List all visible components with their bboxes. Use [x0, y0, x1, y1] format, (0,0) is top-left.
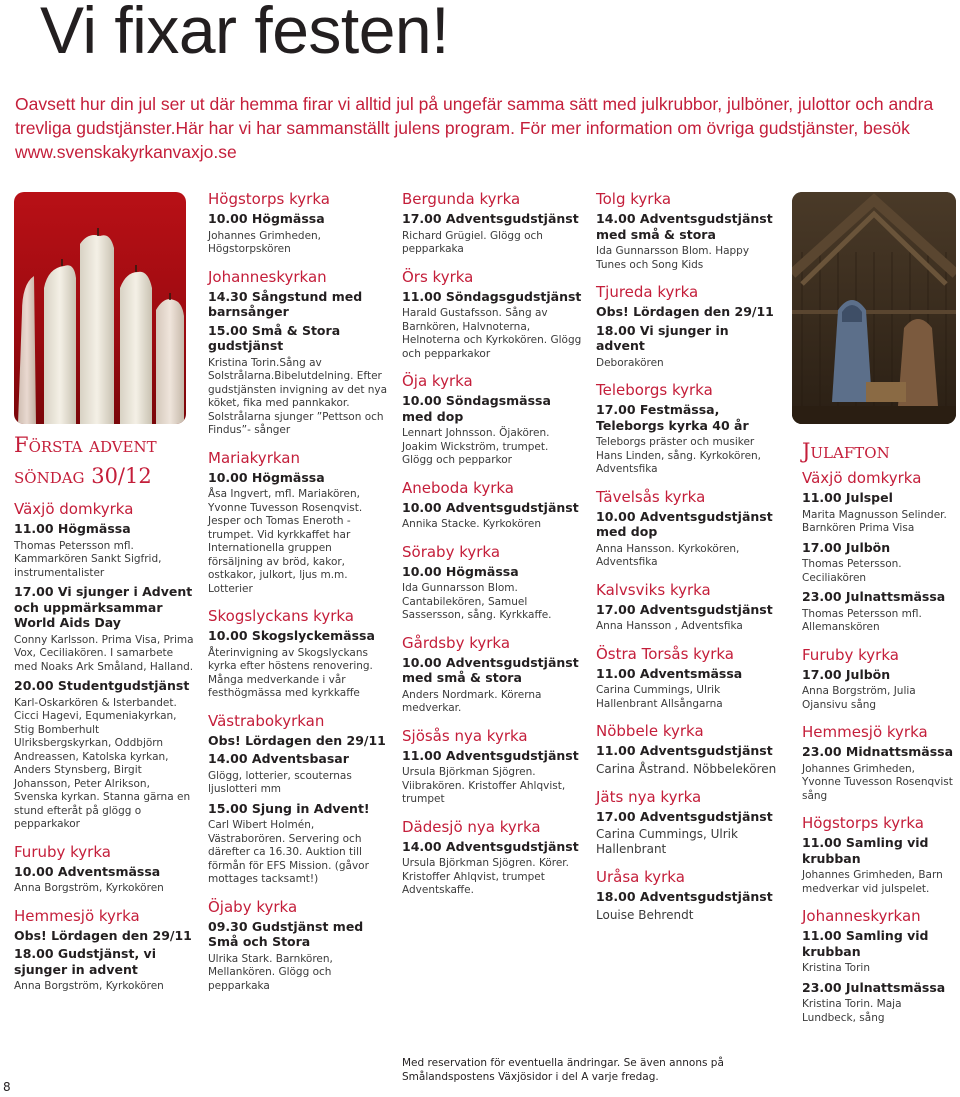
church-name: Gårdsby kyrka: [402, 633, 511, 652]
service-note: Carina Åstrand. Nöbbelekören: [596, 761, 777, 776]
service-note: Anna Borgström, Kyrkokören: [14, 980, 164, 992]
service-note: Richard Grügiel. Glögg och pepparkaka: [402, 229, 543, 255]
church-name: Dädesjö nya kyrka: [402, 817, 541, 836]
service-note: Kristina Torin.Sång av Solstrålarna.Bibelutdelning. Efter gudstjänsten invigning av det nya köket, fika med pannkakor. Solstrålarna sjunger ”Pettson och Findus”- sånger: [208, 356, 388, 436]
church-name: Västrabokyrkan: [208, 711, 325, 730]
col5-blocks: [802, 469, 957, 1025]
service-note: Carina Cummings, Ulrik Hallenbrant Allsångarna: [596, 684, 723, 710]
service-time-title: Obs! Lördagen den 29/11: [14, 927, 192, 943]
column-4: [596, 190, 781, 927]
church-name: Johanneskyrkan: [208, 267, 327, 286]
service-time-title: 11.00 Adventsmässa: [596, 665, 743, 681]
service-note: Harald Gustafsson. Sång av Barnkören, Halvnoterna, Helnoterna och Kyrkokören. Glögg och pepparkakor: [402, 307, 582, 360]
service-time-title: 17.00 Vi sjunger i Advent och uppmärksammar World Aids Day: [14, 584, 193, 630]
church-name: Furuby kyrka: [14, 842, 111, 861]
col2-blocks: [208, 190, 388, 993]
service-note: Åsa Ingvert, mfl. Mariakören, Yvonne Tuvesson Rosenqvist. Jesper och Tomas Eneroth - trumpet. Vid kyrkkaffet har Internationella gruppen försäljning av bröd, kakor, ostkakor, julkort, ljus m.m. Lotterier: [208, 488, 363, 595]
church-name: Bergunda kyrka: [402, 190, 521, 208]
service-time-title: 11.00 Adventsgudstjänst: [596, 743, 773, 758]
column-christmas-eve: [802, 436, 957, 1029]
church-name: Hemmesjö kyrka: [802, 723, 928, 741]
service-note: Glögg, lotterier, scouternas ljuslotteri mm: [208, 769, 352, 795]
service-time-title: 23.00 Julnattsmässa: [802, 979, 946, 995]
service-time-title: 20.00 Studentgudstjänst: [14, 678, 190, 693]
section-title-first-advent: [14, 430, 194, 492]
church-name: Örs kyrka: [402, 267, 474, 286]
service-note: Thomas Petersson mfl. Allemanskören: [802, 607, 922, 633]
church-name: Uråsa kyrka: [596, 868, 685, 886]
church-name: Nöbbele kyrka: [596, 722, 704, 740]
col3-blocks: [402, 190, 582, 898]
service-time-title: 18.00 Adventsgudstjänst: [596, 889, 773, 904]
church-name: Kalvsviks kyrka: [596, 580, 711, 599]
service-time-title: 17.00 Julbön: [802, 666, 891, 682]
church-name: Teleborgs kyrka: [596, 381, 713, 399]
service-note: Annika Stacke. Kyrkokören: [402, 518, 542, 530]
service-note: Karl-Oskarkören & Isterbandet. Cicci Hagevi, Equmeniakyrkan, Stig Bomberhult Ulriksbergskyrkan, Oddbjörn Andreassen, Katolska kyrkan, Anders Stynsberg, Birgit Johansson, Peter Alrikson, Svenska kyrkan. Stanna gärna en stund efteråt på glögg o pepparkakor: [14, 696, 191, 830]
church-name: Högstorps kyrka: [208, 190, 330, 208]
col1-blocks: [14, 500, 194, 994]
service-time-title: 11.00 Högmässa: [14, 521, 131, 536]
service-note: Anna Hansson , Adventsfika: [596, 620, 743, 632]
service-note: Johannes Grimheden, Barn medverkar vid julspelet.: [802, 869, 943, 895]
church-name: Aneboda kyrka: [402, 478, 514, 497]
candles-photo: [14, 192, 186, 424]
church-name: Tjureda kyrka: [596, 283, 699, 301]
service-time-title: 14.30 Sångstund med barnsånger: [208, 288, 363, 319]
church-name: Söraby kyrka: [402, 542, 501, 561]
service-note: Carl Wibert Holmén, Västraborören. Servering och därefter ca 16.30. Auktion till förmån för EFS Mission. (gåvor mottages tacksamt!): [208, 819, 369, 885]
section-title-line-2: söndag 30/12: [14, 464, 152, 488]
nativity-image: [792, 192, 956, 424]
candles-image: [14, 192, 186, 424]
church-name: Växjö domkyrka: [802, 469, 922, 487]
service-time-title: Obs! Lördagen den 29/11: [208, 732, 386, 748]
service-time-title: 15.00 Små & Stora gudstjänst: [208, 322, 341, 353]
service-note: Thomas Petersson. Ceciliakören: [802, 558, 902, 584]
service-time-title: 10.00 Skogslyckemässa: [208, 628, 375, 643]
church-name: Högstorps kyrka: [802, 814, 924, 832]
service-time-title: Obs! Lördagen den 29/11: [596, 304, 774, 319]
service-time-title: 17.00 Julbön: [802, 539, 891, 555]
service-time-title: 10.00 Söndagsmässa med dop: [402, 393, 551, 424]
church-name: Östra Torsås kyrka: [596, 644, 734, 663]
service-note: Deborakören: [596, 356, 664, 369]
service-time-title: 18.00 Vi sjunger in advent: [596, 322, 729, 353]
service-time-title: 10.00 Adventsgudstjänst med små & stora: [402, 654, 579, 685]
service-note: Ida Gunnarsson Blom. Cantabilekören, Samuel Sassersson, sång. Kyrkkaffe.: [402, 582, 552, 621]
service-time-title: 23.00 Midnattsmässa: [802, 744, 954, 759]
service-note: Kristina Torin. Maja Lundbeck, sång: [802, 998, 902, 1024]
service-note: Lennart Johnsson. Öjakören. Joakim Wickström, trumpet. Glögg och pepparkor: [402, 427, 550, 466]
service-time-title: 17.00 Adventsgudstjänst: [596, 601, 773, 617]
footer-note: Med reservation för eventuella ändringar. Se även annons på Smålandspostens Växjösidor i del A varje fredag.: [402, 1057, 724, 1083]
service-time-title: 11.00 Söndagsgudstjänst: [402, 288, 582, 304]
section-title-julafton: Julafton: [802, 439, 890, 463]
service-time-title: 18.00 Gudstjänst, vi sjunger in advent: [14, 946, 156, 977]
service-time-title: 10.00 Adventsgudstjänst med dop: [596, 508, 773, 539]
church-name: Tolg kyrka: [596, 190, 672, 208]
service-note: Thomas Petersson mfl. Kammarkören Sankt Sigfrid, instrumentalister: [14, 539, 162, 579]
service-note: Carina Cummings, Ulrik Hallenbrant: [596, 827, 738, 856]
service-time-title: 15.00 Sjung in Advent!: [208, 800, 370, 816]
service-note: Teleborgs präster och musiker Hans Linden, sång. Kyrkokören, Adventsfika: [596, 436, 762, 475]
service-note: Ulrika Stark. Barnkören, Mellankören. Glögg och pepparkaka: [208, 952, 333, 992]
service-time-title: 10.00 Högmässa: [208, 469, 325, 485]
service-time-title: 17.00 Festmässa, Teleborgs kyrka 40 år: [596, 402, 749, 433]
service-note: Marita Magnusson Selinder. Barnkören Prima Visa: [802, 508, 947, 534]
service-note: Anna Hansson. Kyrkokören, Adventsfika: [596, 542, 740, 568]
service-time-title: 10.00 Högmässa: [402, 563, 519, 579]
service-time-title: 11.00 Adventsgudstjänst: [402, 747, 579, 763]
section-title-line-1: Första advent: [14, 433, 157, 457]
service-note: Återinvigning av Skogslyckans kyrka efter höstens renovering. Många medverkande i vår festhögmässa med kyrkkaffe: [208, 646, 373, 699]
service-time-title: 10.00 Adventsmässa: [14, 863, 161, 879]
service-note: Johannes Grimheden, Högstorpskören: [208, 229, 322, 255]
page-title: Vi fixar festen!: [40, 0, 449, 67]
service-note: Johannes Grimheden, Yvonne Tuvesson Rosenqvist sång: [802, 762, 953, 802]
service-time-title: 11.00 Samling vid krubban: [802, 928, 929, 959]
service-time-title: 11.00 Samling vid krubban: [802, 835, 929, 866]
service-note: Anders Nordmark. Körerna medverkar.: [402, 688, 542, 714]
church-name: Jäts nya kyrka: [596, 787, 702, 806]
church-name: Skogslyckans kyrka: [208, 607, 354, 625]
church-name: Furuby kyrka: [802, 645, 899, 664]
column-2: [208, 190, 388, 997]
service-time-title: 23.00 Julnattsmässa: [802, 589, 946, 604]
church-name: Växjö domkyrka: [14, 500, 134, 518]
service-time-title: 10.00 Adventsgudstjänst: [402, 499, 579, 515]
page-number: 8: [3, 1080, 11, 1094]
service-note: Ida Gunnarsson Blom. Happy Tunes och Song Kids: [596, 245, 750, 271]
service-time-title: 09.30 Gudstjänst med Små och Stora: [208, 918, 364, 949]
column-first-advent: [14, 430, 194, 998]
service-time-title: 10.00 Högmässa: [208, 211, 325, 226]
church-name: Tävelsås kyrka: [596, 487, 706, 506]
service-note: Anna Borgström, Julia Ojansivu sång: [802, 685, 916, 711]
col4-blocks: [596, 190, 781, 923]
church-name: Hemmesjö kyrka: [14, 906, 140, 925]
intro-text: Oavsett hur din jul ser ut där hemma firar vi alltid jul på ungefär samma sätt med julkrubbor, julböner, julottor och andra trevliga gudstjänster.Här har vi har sammanställt julens program. För mer information om övriga gudstjänster, besök www.svenskakyrkanvaxjo.se: [15, 94, 934, 162]
church-name: Mariakyrkan: [208, 448, 300, 467]
service-time-title: 17.00 Adventsgudstjänst: [596, 808, 773, 824]
service-time-title: 17.00 Adventsgudstjänst: [402, 211, 579, 226]
service-time-title: 14.00 Adventsgudstjänst: [402, 838, 579, 854]
service-time-title: 14.00 Adventsgudstjänst med små & stora: [596, 211, 773, 242]
service-note: Louise Behrendt: [596, 907, 694, 922]
church-name: Sjösås nya kyrka: [402, 726, 528, 745]
church-name: Öjaby kyrka: [208, 897, 298, 916]
service-note: Anna Borgström, Kyrkokören: [14, 882, 164, 894]
column-3: [402, 190, 582, 902]
church-name: Johanneskyrkan: [802, 907, 921, 925]
service-time-title: 14.00 Adventsbasar: [208, 751, 349, 766]
service-note: Ursula Björkman Sjögren. Viibrakören. Kristoffer Ahlqvist, trumpet: [402, 766, 566, 805]
service-time-title: 11.00 Julspel: [802, 490, 893, 505]
service-note: Conny Karlsson. Prima Visa, Prima Vox, Ceciliakören. I samarbete med Noaks Ark Småland, Halland.: [14, 633, 194, 673]
service-note: Ursula Björkman Sjögren. Körer. Kristoffer Ahlqvist, trumpet Adventskaffe.: [402, 857, 569, 896]
service-note: Kristina Torin: [802, 962, 870, 974]
church-name: Öja kyrka: [402, 372, 473, 390]
nativity-photo: [792, 192, 956, 424]
